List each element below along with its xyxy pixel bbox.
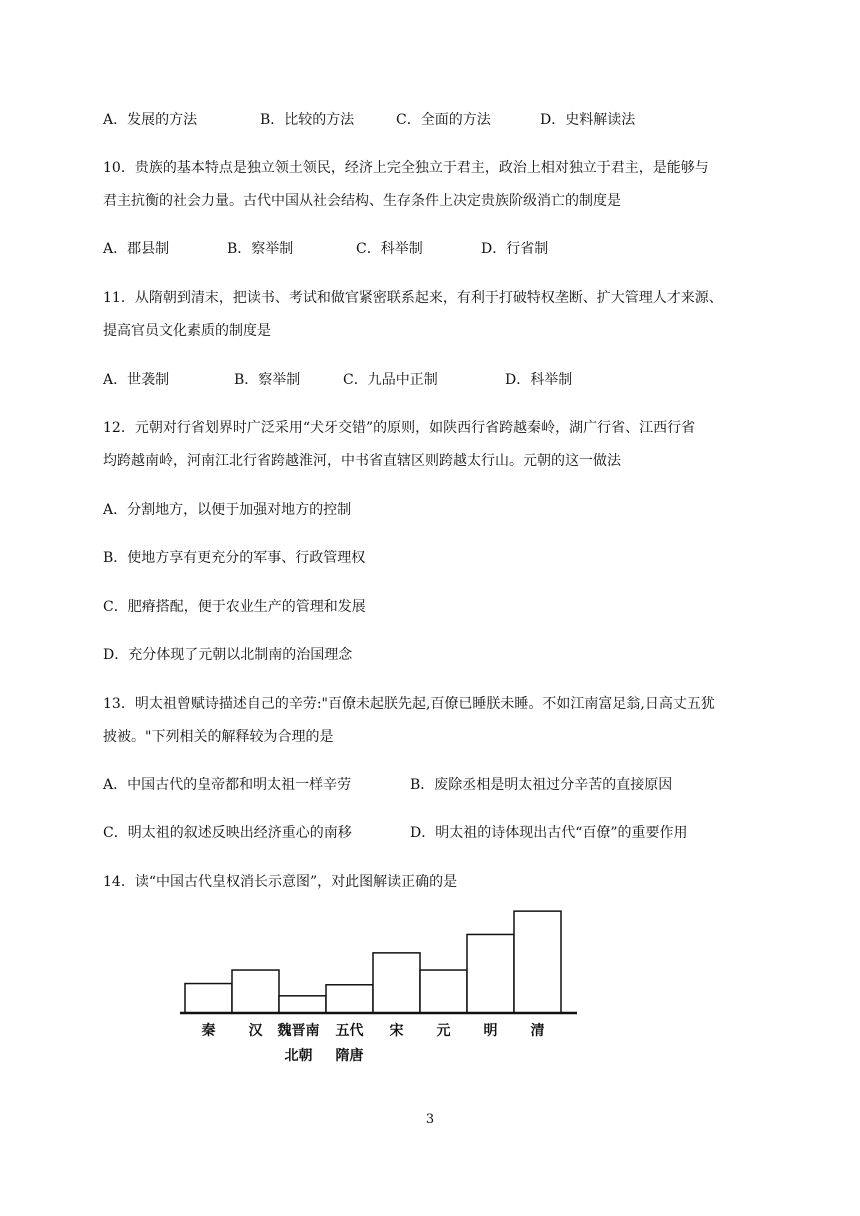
q13-stem-line-2: 披被。"下列相关的解释较为合理的是 <box>103 729 334 745</box>
bar-4 <box>373 953 420 1013</box>
q10-option-a: A．郡县制 <box>103 241 170 257</box>
q11-option-a: A．世袭制 <box>103 372 170 388</box>
tick-label-2-0: 魏晋南 <box>277 1023 320 1039</box>
q11-option-b: B．察举制 <box>234 372 301 388</box>
q10-options <box>103 239 803 259</box>
q10-option-b: B．察举制 <box>227 241 294 257</box>
bar-5 <box>420 970 467 1013</box>
tick-label-3-0: 五代 <box>335 1023 364 1039</box>
q10-option-d: D．行省制 <box>481 241 549 257</box>
bar-3 <box>326 985 373 1013</box>
bar-0 <box>185 984 232 1013</box>
tick-label-5: 元 <box>436 1023 451 1039</box>
q10-stem-line-1: 10．贵族的基本特点是独立领土领民，经济上完全独立于君主，政治上相对独立于君主，是能够与 <box>103 160 709 176</box>
tick-label-7: 清 <box>530 1023 545 1039</box>
q10-stem-line-2: 君主抗衡的社会力量。古代中国从社会结构、生存条件上决定贵族阶级消亡的制度是 <box>103 193 621 209</box>
tick-label-0: 秦 <box>201 1023 216 1039</box>
tick-label-2-1: 北朝 <box>284 1048 313 1064</box>
bar-7 <box>514 911 561 1013</box>
q11-option-c: C．九品中正制 <box>343 372 438 388</box>
tick-label-3-1: 隋唐 <box>335 1048 364 1064</box>
tick-label-4: 宋 <box>389 1023 404 1039</box>
q12-option-b: B．使地方享有更充分的军事、行政管理权 <box>103 550 366 566</box>
q12-option-d: D．充分体现了元朝以北制南的治国理念 <box>103 647 353 663</box>
q13-option-d: D．明太祖的诗体现出古代“百僚”的重要作用 <box>410 825 688 841</box>
tick-label-1: 汉 <box>248 1023 263 1039</box>
tick-label-6: 明 <box>483 1023 498 1039</box>
q12-stem-line-2: 均跨越南岭，河南江北行省跨越淮河，中书省直辖区则跨越太行山。元朝的这一做法 <box>103 453 621 469</box>
q10-option-c: C．科举制 <box>356 241 423 257</box>
q9-option-d: D．史料解读法 <box>540 112 636 128</box>
q9-options <box>103 110 803 130</box>
q11-stem-line-2: 提高官员文化素质的制度是 <box>103 323 271 339</box>
q11-option-d: D．科举制 <box>505 372 573 388</box>
page-number: 3 <box>425 1112 435 1127</box>
q12-option-c: C．肥瘠搭配，便于农业生产的管理和发展 <box>103 599 366 615</box>
q13-option-b: B．废除丞相是明太祖过分辛苦的直接原因 <box>410 777 673 793</box>
q13-options-row-2 <box>103 823 803 843</box>
bar-1 <box>232 970 279 1013</box>
bar-6 <box>467 934 514 1013</box>
q13-option-a: A．中国古代的皇帝都和明太祖一样辛劳 <box>103 777 352 793</box>
q12-stem-line-1: 12．元朝对行省划界时广泛采用“犬牙交错”的原则，如陕西行省跨越秦岭，湖广行省、江西行省 <box>103 420 696 436</box>
q9-option-b: B．比较的方法 <box>260 112 355 128</box>
q13-options-row-1 <box>103 775 803 795</box>
imperial-power-chart <box>180 905 580 1077</box>
q14-stem: 14．读“中国古代皇权消长示意图”，对此图解读正确的是 <box>103 874 458 890</box>
q11-stem-line-1: 11．从隋朝到清末，把读书、考试和做官紧密联系起来，有利于打破特权垄断、扩大管理人才来源、 <box>103 290 723 306</box>
q13-stem-line-1: 13．明太祖曾赋诗描述自己的辛劳:"百僚未起朕先起,百僚已睡朕未睡。不如江南富足翁,日高丈五犹 <box>103 696 715 712</box>
q9-option-c: C．全面的方法 <box>396 112 491 128</box>
q13-option-c: C．明太祖的叙述反映出经济重心的南移 <box>103 825 352 841</box>
bar-2 <box>279 996 326 1013</box>
q12-option-a: A．分割地方，以便于加强对地方的控制 <box>103 502 352 518</box>
q9-option-a: A．发展的方法 <box>103 112 198 128</box>
q11-options <box>103 370 803 390</box>
